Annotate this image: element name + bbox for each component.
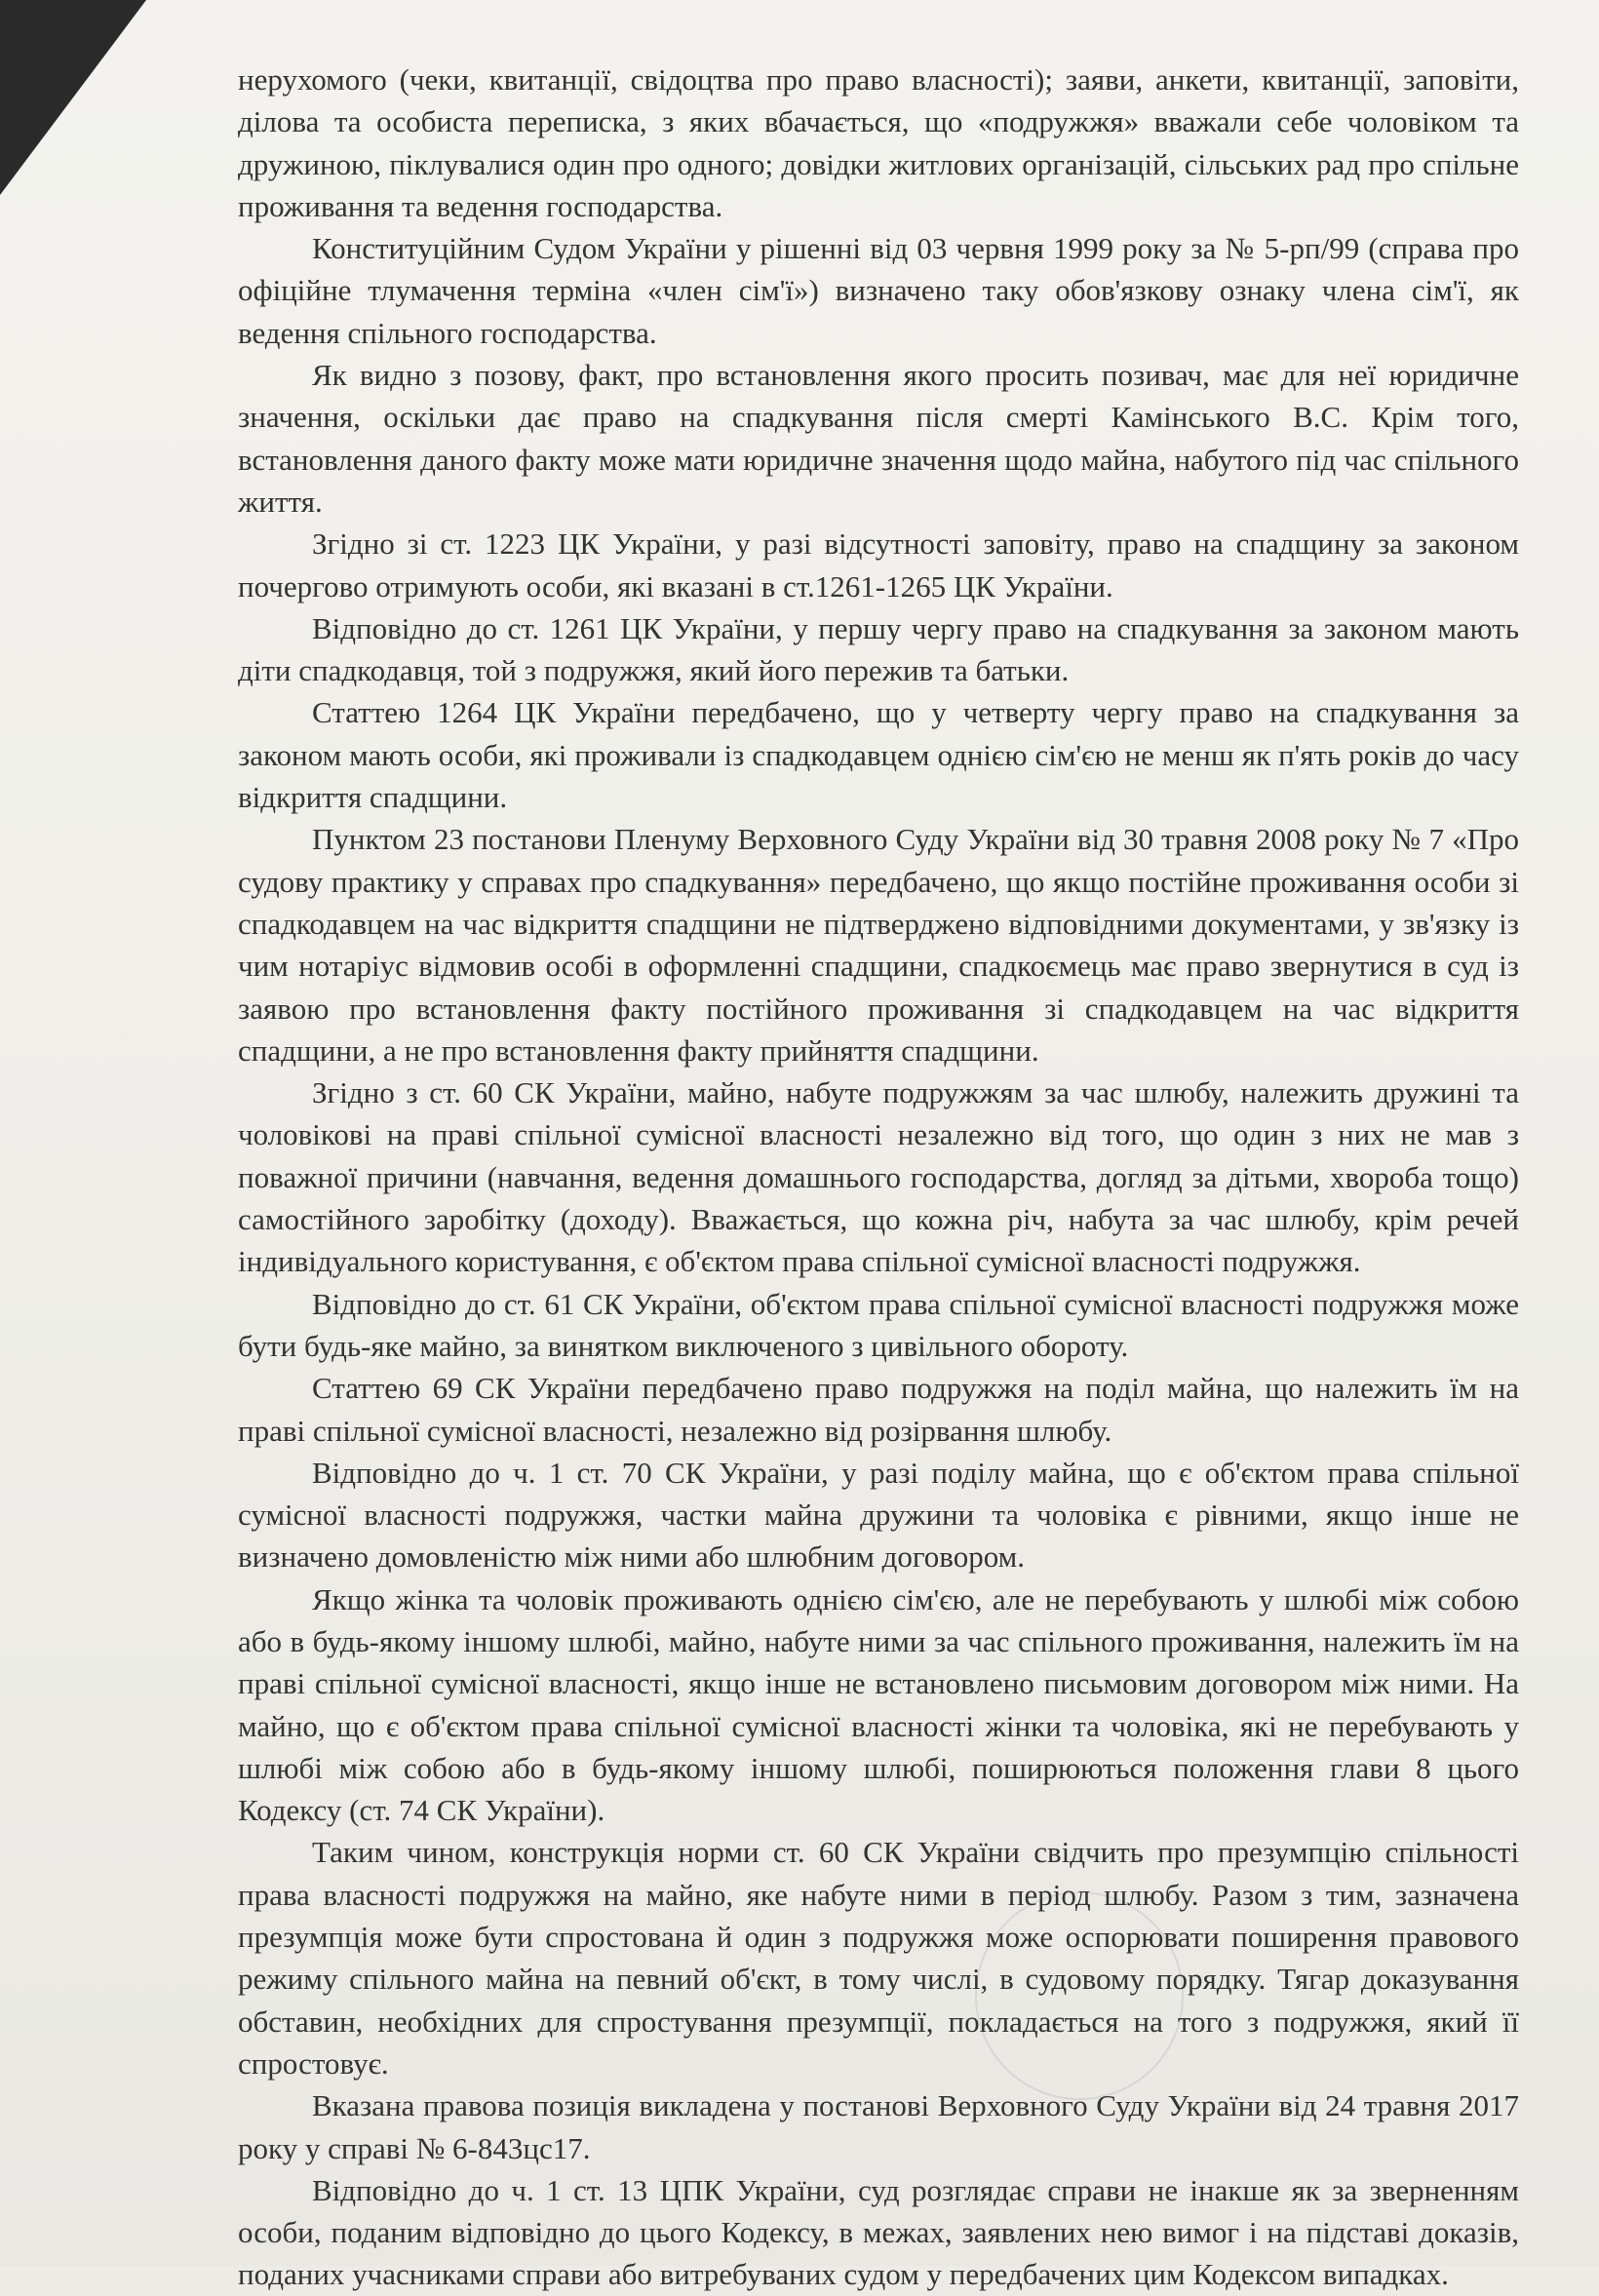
paragraph: Згідно зі ст. 1223 ЦК України, у разі відсутності заповіту, право на спадщину за законом почергово отримують особи, які вказані в ст.1261-1265 ЦК України. xyxy=(238,526,1519,603)
paragraph: Пунктом 23 постанови Пленуму Верховного Суду України від 30 травня 2008 року № 7 «Про судову практику у справах про спадкування» передбачено, що якщо постійне проживання особи зі спадкодавцем на час відкриття спадщини не підтверджено відповідними документами, у зв'язку із чим нотаріус відмовив особі в оформленні спадщини, спадкоємець має право звернутися в суд із заявою про встановлення факту постійного проживання зі спадкодавцем на час відкриття спадщини, а не про встановлення факту прийняття спадщини. xyxy=(238,822,1519,1068)
paragraph: Згідно з ст. 60 СК України, майно, набуте подружжям за час шлюбу, належить дружині та чоловікові на праві спільної сумісної власності незалежно від того, що один з них не мав з поважної причини (навчання, ведення домашнього господарства, догляд за дітьми, хвороба тощо) самостійного заробітку (доходу). Вважається, що кожна річ, набута за час шлюбу, крім речей індивідуального користування, є об'єктом права спільної сумісної власності подружжя. xyxy=(238,1075,1519,1279)
paragraph: Вказана правова позиція викладена у постанові Верховного Суду України від 24 травня 2017 року у справі № 6-843цс17. xyxy=(238,2088,1519,2165)
paragraph: Як видно з позову, факт, про встановлення якого просить позивач, має для неї юридичне значення, оскільки дає право на спадкування після смерті Камінського В.С. Крім того, встановлення даного факту може мати юридичне значення щодо майна, набутого під час спільного життя. xyxy=(238,358,1519,519)
paragraph: Таким чином, конструкція норми ст. 60 СК України свідчить про презумпцію спільності права власності подружжя на майно, яке набуте ними в період шлюбу. Разом з тим, зазначена презумпція може бути спростована й один з подружжя може оспорювати поширення правового режиму спільного майна на певний об'єкт, в тому числі, в судовому порядку. Тягар доказування обставин, необхідних для спростування презумпції, покладається на того з подружжя, який її спростовує. xyxy=(238,1835,1519,2081)
document-body xyxy=(238,58,1519,2296)
paragraph: Статтею 1264 ЦК України передбачено, що у четверту чергу право на спадкування за законом мають особи, які проживали із спадкодавцем однією сім'єю не менш як п'ять років до часу відкриття спадщини. xyxy=(238,695,1519,815)
paragraph: Відповідно до ч. 1 ст. 70 СК України, у разі поділу майна, що є об'єктом права спільної сумісної власності подружжя, частки майна дружини та чоловіка є рівними, якщо інше не визначено домовленістю між ними або шлюбним договором. xyxy=(238,1455,1519,1575)
folded-corner xyxy=(0,0,146,195)
paragraph: Відповідно до ст. 61 СК України, об'єктом права спільної сумісної власності подружжя може бути будь-яке майно, за винятком виключеного з цивільного обороту. xyxy=(238,1286,1519,1363)
paragraph: Відповідно до ст. 1261 ЦК України, у першу чергу право на спадкування за законом мають діти спадкодавця, той з подружжя, який його пережив та батьки. xyxy=(238,610,1519,688)
paragraph: Статтею 69 СК України передбачено право подружжя на поділ майна, що належить їм на праві спільної сумісної власності, незалежно від розірвання шлюбу. xyxy=(238,1371,1519,1448)
paragraph: Конституційним Судом України у рішенні від 03 червня 1999 року за № 5-рп/99 (справа про офіційне тлумачення терміна «член сім'ї») визначено таку обов'язкову ознаку члена сім'ї, як ведення спільного господарства. xyxy=(238,231,1519,350)
paragraph-continuation: нерухомого (чеки, квитанції, свідоцтва про право власності); заяви, анкети, квитанції, заповіти, ділова та особиста переписка, з яких вбачається, що «подружжя» вважали себе чоловіком та дружиною, піклувалися один про одного; довідки житлових організацій, сільських рад про спільне проживання та ведення господарства. xyxy=(238,62,1519,223)
paragraph: Якщо жінка та чоловік проживають однією сім'єю, але не перебувають у шлюбі між собою або в будь-якому іншому шлюбі, майно, набуте ними за час спільного проживання, належить їм на праві спільної сумісної власності, якщо інше не встановлено письмовим договором між ними. На майно, що є об'єктом права спільної сумісної власності жінки та чоловіка, які не перебувають у шлюбі між собою або в будь-якому іншому шлюбі, поширюються положення глави 8 цього Кодексу (ст. 74 СК України). xyxy=(238,1581,1519,1828)
paragraph: Відповідно до ч. 1 ст. 13 ЦПК України, суд розглядає справи не інакше як за зверненням особи, поданим відповідно до цього Кодексу, в межах, заявлених нею вимог і на підставі доказів, поданих учасниками справи або витребуваних судом у передбачених цим Кодексом випадках. xyxy=(238,2172,1519,2292)
